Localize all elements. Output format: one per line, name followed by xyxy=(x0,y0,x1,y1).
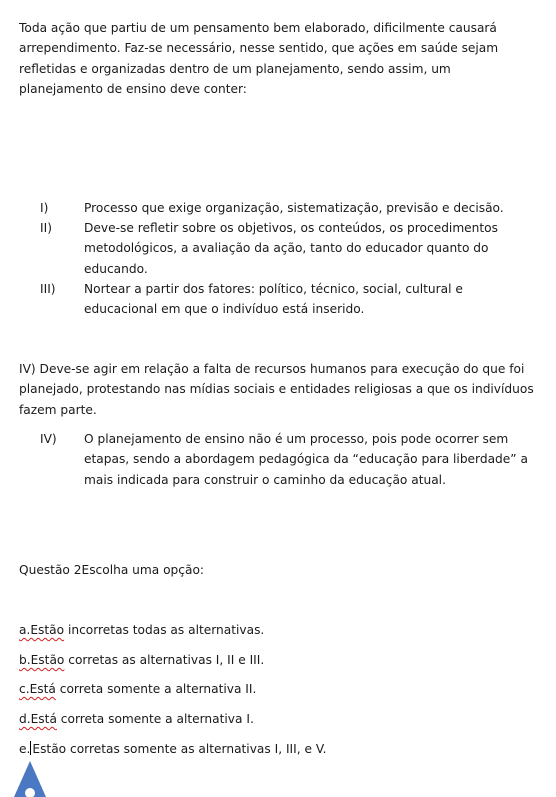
list-item-number: I) xyxy=(40,201,49,215)
list-item-text: Deve-se refletir sobre os objetivos, os conteúdos, os procedimentos metodológicos, a avaliação da ação, tanto do educador quanto do educando. xyxy=(84,221,498,276)
list-item-number: III) xyxy=(40,282,56,296)
list-item-text: Processo que exige organização, sistematização, previsão e decisão. xyxy=(84,201,504,215)
option-prefix: d.Está xyxy=(19,712,57,726)
option-prefix: b.Estão xyxy=(19,653,65,667)
option-c[interactable] xyxy=(19,679,256,699)
list-item-text: O planejamento de ensino não é um processo, pois pode ocorrer sem etapas, sendo a abordagem pedagógica da “educação para liberdade” a mais indicada para construir o caminho da educação atual. xyxy=(84,432,528,487)
text-selection-handle-icon[interactable] xyxy=(13,760,47,797)
list-item-number: IV) xyxy=(40,432,57,446)
option-prefix: e. xyxy=(19,742,31,756)
list-item-number: II) xyxy=(40,221,52,235)
option-e[interactable] xyxy=(19,739,327,759)
option-d[interactable] xyxy=(19,709,254,729)
list-item-text: Nortear a partir dos fatores: político, técnico, social, cultural e educacional em que o indivíduo está inserido. xyxy=(84,282,463,317)
option-text: Estão corretas somente as alternativas I, III, e V. xyxy=(32,742,327,756)
option-b[interactable] xyxy=(19,650,264,670)
option-prefix: a.Estão xyxy=(19,623,65,637)
intro-paragraph: Toda ação que partiu de um pensamento bem elaborado, dificilmente causará arrependimento. Faz-se necessário, nesse sentido, que ações em saúde sejam refletidas e organizadas dentro de um planejamento, sendo assim, um planejamento de ensino deve conter: xyxy=(19,21,499,97)
option-text: incorretas todas as alternativas. xyxy=(64,623,265,637)
option-text: corretas as alternativas I, II e III. xyxy=(64,653,265,667)
option-text: correta somente a alternativa I. xyxy=(56,712,254,726)
option-text: correta somente a alternativa II. xyxy=(55,682,257,696)
question-label: Questão 2Escolha uma opção: xyxy=(19,563,205,577)
item-iv-paragraph: IV) Deve-se agir em relação a falta de recursos humanos para execução do que foi planejado, protestando nas mídias sociais e entidades religiosas a que os indivíduos fazem parte. xyxy=(19,362,534,417)
option-a[interactable] xyxy=(19,620,264,640)
option-prefix: c.Está xyxy=(19,682,56,696)
